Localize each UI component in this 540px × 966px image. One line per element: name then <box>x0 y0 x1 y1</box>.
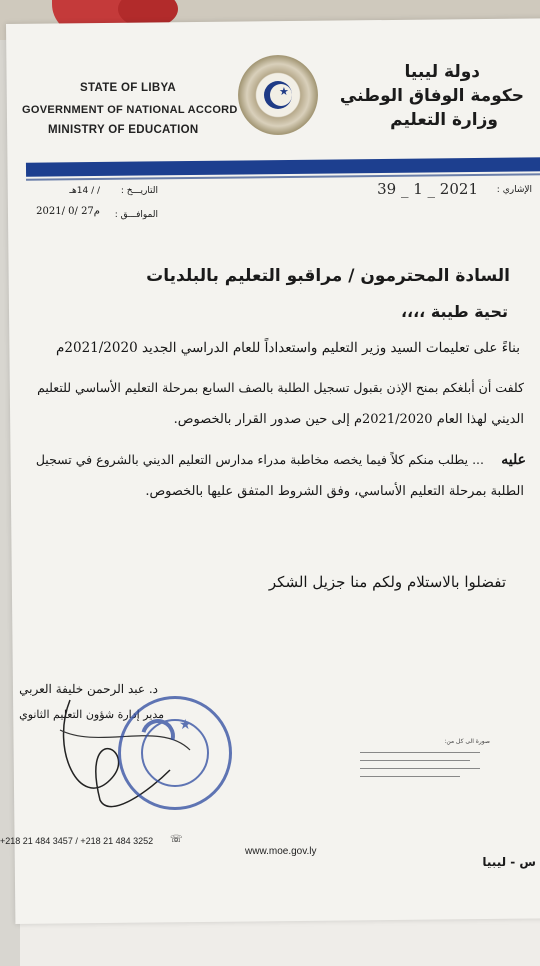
copy-to-label: صورة الى كل من: <box>444 738 490 745</box>
header-ar-government: حكومة الوفاق الوطني <box>339 86 524 106</box>
header-en-state: STATE OF LIBYA <box>80 82 176 94</box>
paragraph-3-line-2: الطلبة بمرحلة التعليم الأساسي، وفق الشروط المتفق عليها بالخصوص. <box>145 484 524 499</box>
copy-list-line <box>360 760 470 761</box>
paragraph-1: بناءً على تعليمات السيد وزير التعليم واستعداداً للعام الدراسي الجديد 2021/2020م <box>56 340 520 356</box>
greeting: تحية طيبة ،،،، <box>400 302 508 321</box>
ref-ishari-label: الإشاري : <box>496 185 532 195</box>
ref-date-value: / / 14هـ <box>69 186 100 196</box>
closing: تفضلوا بالاستلام ولكم منا جزيل الشكر <box>268 573 506 591</box>
addressee: السادة المحترمون / مراقبو التعليم بالبلديات <box>146 266 510 286</box>
paragraph-2-line-1: كلفت أن أبلغكم بمنح الإذن بقبول تسجيل الطلبة بالصف السابع بمرحلة التعليم الأساسي للتعليم <box>37 380 524 395</box>
ref-date-label: التاريـــخ : <box>120 186 158 196</box>
copy-list-line <box>360 752 480 753</box>
header-en-ministry: MINISTRY OF EDUCATION <box>48 124 199 136</box>
crescent-star-seal-icon: ★ <box>238 55 318 135</box>
footer-website: www.moe.gov.ly <box>245 846 317 857</box>
ref-gregorian-label: الموافـــق : <box>114 210 158 220</box>
ref-ishari-value: 39 _ 1 _ 2021 <box>377 180 478 198</box>
signatory-name: د. عبد الرحمن خليفة العربي <box>19 682 158 696</box>
ref-gregorian-value: 2021/ 0/ 27م <box>36 206 100 217</box>
copy-list-line <box>360 776 460 777</box>
header-ar-state: دولة ليبيا <box>404 62 480 82</box>
ministry-stamp-icon: ★ <box>118 696 232 810</box>
header-en-government: GOVERNMENT OF NATIONAL ACCORD <box>22 104 238 116</box>
signatory-title: مدير إدارة شؤون التعليم الثانوي <box>19 708 164 721</box>
copy-list-line <box>360 768 480 769</box>
footer-phones: +218 21 484 3457 / +218 21 484 3252 <box>0 836 154 846</box>
paragraph-3-lead: عليه <box>501 452 526 468</box>
phone-icon: ☏ <box>170 834 183 845</box>
paragraph-2-line-2: الديني لهذا العام 2021/2020م إلى حين صدور القرار بالخصوص. <box>173 412 524 427</box>
header-ar-ministry: وزارة التعليم <box>390 110 498 130</box>
paragraph-3-line-1: ... يطلب منكم كلاً فيما يخصه مخاطبة مدراء مدارس التعليم الديني بالشروع في تسجيل <box>35 452 484 467</box>
footer-city: س - ليبيا <box>482 855 536 869</box>
